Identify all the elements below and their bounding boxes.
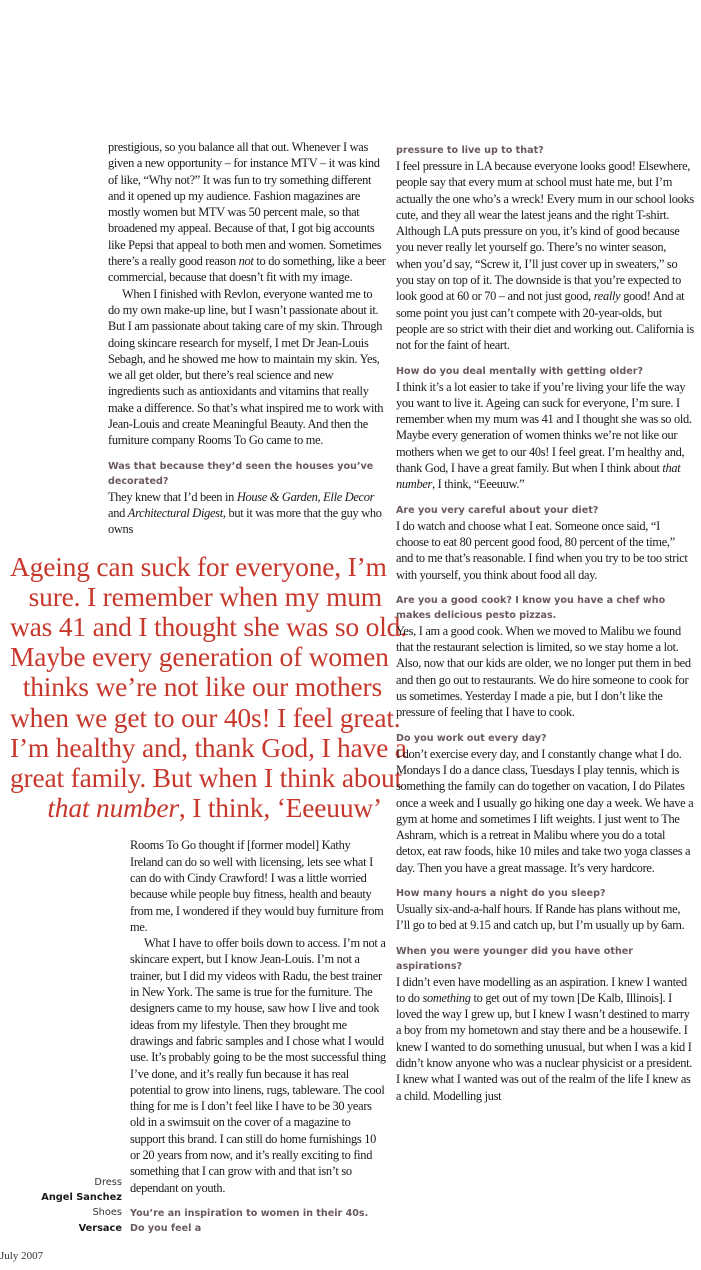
interview-question	[396, 886, 694, 901]
italic-text: Architectural Digest	[127, 505, 223, 520]
paragraph	[396, 623, 694, 721]
italic-text: that number	[396, 461, 681, 492]
text-run: How many hours a night do you sleep?	[396, 887, 606, 899]
text-run: to get out of my town [De Kalb, Illinois]. I loved the way I grew up, but I knew I wasn’t destined to marry a boy from my hometown and stay there and be a housewife. I knew I wanted to do something unusual, but when I was a kid I didn’t know anyone who was a nuclear physicist or a president. I knew what I wanted was out of the realm of the life I knew as a child. Modelling just	[396, 990, 693, 1103]
shoes-designer: Versace	[78, 1222, 122, 1234]
italic-text: something	[422, 990, 471, 1005]
interview-question	[396, 944, 694, 974]
left-column	[0, 139, 407, 1270]
text-run: Usually six-and-a-half hours. If Rande has plans without me, I’ll go to bed at 9.15 and catch up, but I’m usually up by 6am.	[396, 901, 685, 933]
issue-date-folio: July 2007	[0, 1249, 44, 1262]
text-run: prestigious, so you balance all that out. Whenever I was given a new opportunity – for instance MTV – it was kind of like, “Why not?” It was fun to try something different and it opened up my audience. Fashion magazines are mostly women but MTV was 50 percent male, so that broadened my appeal. Because of that, I got big accounts like Pepsi that appeal to both men and women. Sometimes there’s a really good reason	[108, 140, 382, 269]
pull-quote-line	[10, 672, 382, 702]
text-run: I feel pressure in LA because everyone looks good! Elsewhere, people say that every mum at school must hate me, but I’m actually the one who’s a wreck! Every mum in our school looks cute, and they all wear the latest jeans and the right T-shirt. Although LA puts pressure on you, it’s kind of good because you never really let yourself go. There’s no winter season, when you’d say, “Screw it, I’ll just cover up in sweaters,” so you stay on top of it. The downside is that you’re expected to look good at 60 or 70 – and not just good,	[396, 159, 694, 304]
text-run: They knew that I’d been in	[108, 489, 237, 504]
paragraph	[108, 286, 386, 449]
text-run: You’re an inspiration to women in their 40s. Do you feel a	[130, 1207, 369, 1234]
text-run: was 41 and I thought she was so old.	[10, 610, 407, 642]
dress-label: Dress	[94, 1176, 122, 1188]
interview-question	[130, 1206, 386, 1236]
text-run: Yes, I am a good cook. When we moved to Malibu we found that the restaurant selection is limited, so we stay home a lot. Also, now that our kids are older, we no longer put them in bed and then go out to restaurants. We do hire someone to cook for us sometimes. Yesterday I made a pie, but I don’t like the pressure of feeling that I have to cook.	[396, 623, 691, 720]
text-run: and	[108, 505, 128, 520]
text-run: Rooms To Go thought if [former model] Kathy Ireland can do so well with licensing, lets see what I can do with Cindy Crawford! I was a little worried because while people buy fitness, health and beauty from me, I wondered if they would buy furniture from me.	[130, 838, 384, 934]
text-run: thinks we’re not like our mothers	[22, 671, 382, 703]
pull-quote-line	[10, 793, 382, 823]
paragraph	[396, 518, 694, 583]
text-run: , I think, ‘Eeeuuw’	[178, 792, 382, 824]
pull-quote-line	[10, 550, 387, 582]
text-run: pressure to live up to that?	[396, 145, 544, 156]
text-run: , but it was more that the guy who owns	[108, 505, 382, 537]
text-run: I don’t exercise every day, and I constantly change what I do. Mondays I do a dance class, Tuesdays I play tennis, which is something the family can do together on vacation, I do Pilates once a week and I usually go hiking one day a week. We have a gym at home and sometimes I lift weights. I just went to The Ashram, which is a retreat in Malibu where you do a total detox, eat raw foods, hike 10 miles and take two yoga classes a day. Then you have a great massage. It’s very hardcore.	[396, 746, 694, 875]
paragraph	[130, 935, 386, 1196]
paragraph	[396, 901, 694, 934]
text-run: How do you deal mentally with getting older?	[396, 365, 644, 377]
italic-text: that number	[47, 792, 179, 824]
interview-question	[396, 143, 694, 158]
italic-text: really	[593, 289, 621, 304]
paragraph	[130, 837, 386, 935]
text-run: I didn’t even have modelling as an aspiration. I knew I wanted to do	[396, 974, 687, 1005]
italic-text: not	[238, 254, 254, 269]
text-run: What I have to offer boils down to access. I’m not a skincare expert, but I know Jean-Louis. I’m not a trainer, but I did my videos with Radu, the best trainer in New York. The same is true for the furniture. The designers came to my house, saw how I live and took ideas from my lifestyle. Then they brought me drawings and fabric samples and I chose what I would use. It’s probably going to be the most successful thing I’ve done, and it’s really fun because it has real potential to grow into linens, rugs, tableware. The cool thing for me is I don’t feel like I have to be 30 years old in a swimsuit on the cover of a magazine to support this brand. I can still do home furnishings 10 or 20 years from now, and it’s really exciting to find something that I can grow with and that isn’t so dependant on youth.	[130, 936, 386, 1195]
text-run: I think it’s a lot easier to take if you’re living your life the way you want to live it. Ageing can suck for everyone, I’m sure. I remember when my mum was 41 and I thought she was so old. Maybe every generation of women thinks we’re not like our mothers when we get to our 40s! I feel great. I’m healthy and, thank God, I have a great family. But when I think about	[396, 379, 692, 476]
text-run: When I finished with Revlon, everyone wanted me to do my own make-up line, but I wasn’t passionate about it. But I am passionate about taking care of my skin. Through doing skincare research for myself, I met Dr Jean-Louis Sebagh, and he showed me how to maintain my skin. Yes, we all get older, but there’s real science and new ingredients such as antioxidants and vitamins that really make a difference. So that’s what inspired me to work with Jean-Louis and create Meaningful Beauty. And then the furniture company Rooms To Go came to me.	[108, 286, 384, 448]
interview-question	[396, 503, 694, 518]
text-run: Do you work out every day?	[396, 732, 547, 744]
text-run: Are you a good cook? I know you have a chef who makes delicious pesto pizzas.	[396, 594, 666, 621]
text-run: Ageing can suck for everyone, I’m	[10, 550, 387, 582]
paragraph	[396, 379, 694, 493]
text-run: Was that because they’d seen the houses you’ve decorated?	[108, 460, 374, 487]
text-run: I’m healthy and, thank God, I have a	[10, 731, 407, 763]
text-run: I do watch and choose what I eat. Someone once said, “I choose to eat 80 percent good food, 80 percent of the time,” and to me that’s reasonable. I find when you try to be too strict with yourself, you think about food all day.	[396, 518, 688, 582]
interview-question	[396, 364, 694, 379]
fashion-credits	[41, 1175, 122, 1236]
text-run: ,	[317, 489, 324, 504]
text-run: good! And at some point you just can’t compete with 20-year-olds, but people are so strict with their diet and working out. California is not for the faint of heart.	[396, 289, 694, 353]
interview-question	[396, 593, 694, 623]
text-run: when we get to our 40s! I feel great.	[10, 701, 401, 733]
article-column-left-bottom	[41, 837, 386, 1236]
italic-text: Elle Decor	[323, 489, 375, 504]
paragraph	[396, 158, 694, 354]
italic-text: House & Garden	[236, 489, 318, 504]
text-run: great family. But when I think about	[10, 761, 402, 793]
paragraph	[396, 974, 694, 1104]
paragraph	[396, 746, 694, 876]
pull-quote-line	[10, 610, 407, 642]
pull-quote-line	[10, 731, 407, 763]
text-run: , I think, “Eeeuuw.”	[432, 477, 525, 492]
interview-question	[396, 731, 694, 746]
paragraph	[108, 139, 386, 286]
pull-quote-line	[10, 761, 402, 793]
dress-designer: Angel Sanchez	[41, 1192, 122, 1203]
article-column-right	[396, 143, 694, 1124]
text-run: Maybe every generation of women	[10, 641, 389, 673]
text-run: Are you very careful about your diet?	[396, 504, 599, 516]
text-run: sure. I remember when my mum	[28, 580, 382, 612]
pull-quote-line	[10, 582, 382, 612]
paragraph	[108, 489, 386, 538]
pull-quote	[10, 550, 407, 824]
text-run: When you were younger did you have other aspirations?	[396, 945, 634, 972]
pull-quote-line	[10, 701, 401, 733]
article-column-left-top	[108, 139, 386, 538]
text-run: to do something, like a beer commercial, because that doesn’t fit with my image.	[108, 254, 386, 285]
shoes-label: Shoes	[92, 1207, 122, 1219]
pull-quote-line	[10, 641, 389, 673]
interview-question	[108, 459, 386, 489]
